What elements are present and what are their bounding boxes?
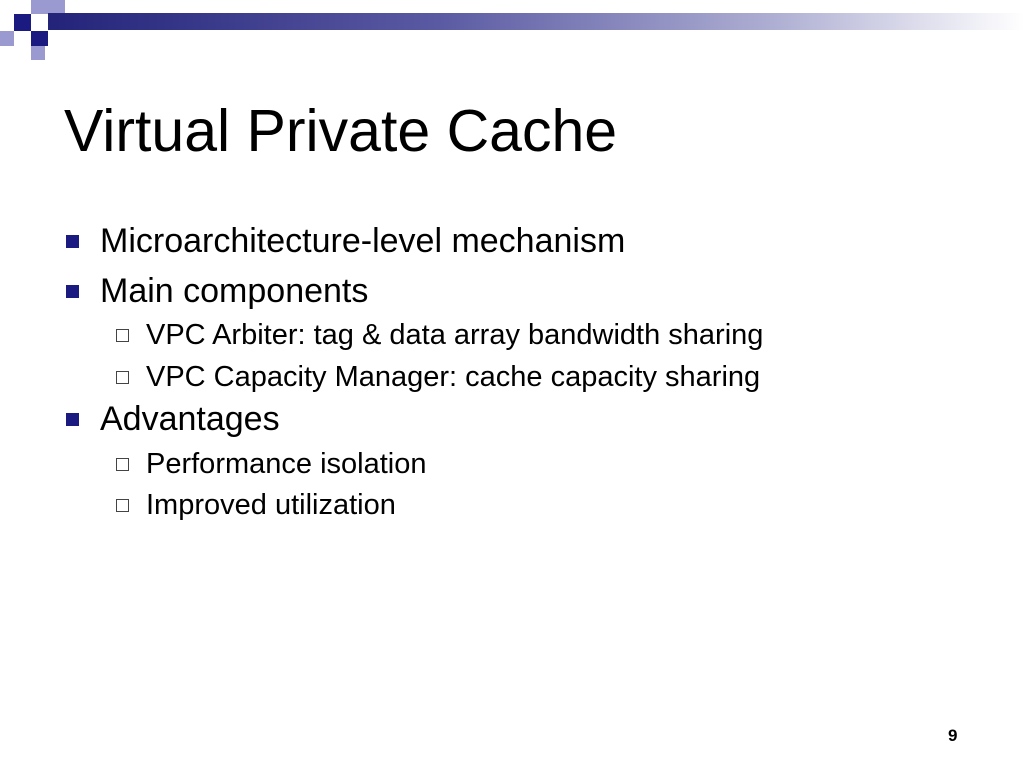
hollow-square-bullet-icon <box>116 458 129 471</box>
list-item-text: Main components <box>100 272 369 310</box>
list-item <box>100 271 368 311</box>
square-bullet-icon <box>66 235 79 248</box>
hollow-square-bullet-icon <box>116 499 129 512</box>
list-item <box>100 221 625 261</box>
list-item <box>100 399 280 439</box>
sub-list-item-text: VPC Capacity Manager: cache capacity sharing <box>146 361 761 393</box>
sub-list-item-text: Performance isolation <box>146 448 427 480</box>
square-bullet-icon <box>66 285 79 298</box>
page-number: 9 <box>948 726 958 745</box>
list-item-text: Microarchitecture-level mechanism <box>100 222 626 260</box>
slide-title: Virtual Private Cache <box>64 98 618 164</box>
sub-list-item <box>146 488 396 522</box>
hollow-square-bullet-icon <box>116 329 129 342</box>
sub-list-item <box>146 360 760 394</box>
list-item-text: Advantages <box>100 400 280 438</box>
square-bullet-icon <box>66 413 79 426</box>
sub-list-item <box>146 318 763 352</box>
sub-list-item-text: Improved utilization <box>146 489 396 521</box>
hollow-square-bullet-icon <box>116 371 129 384</box>
sub-list-item <box>146 447 426 481</box>
sub-list-item-text: VPC Arbiter: tag & data array bandwidth sharing <box>146 319 764 351</box>
